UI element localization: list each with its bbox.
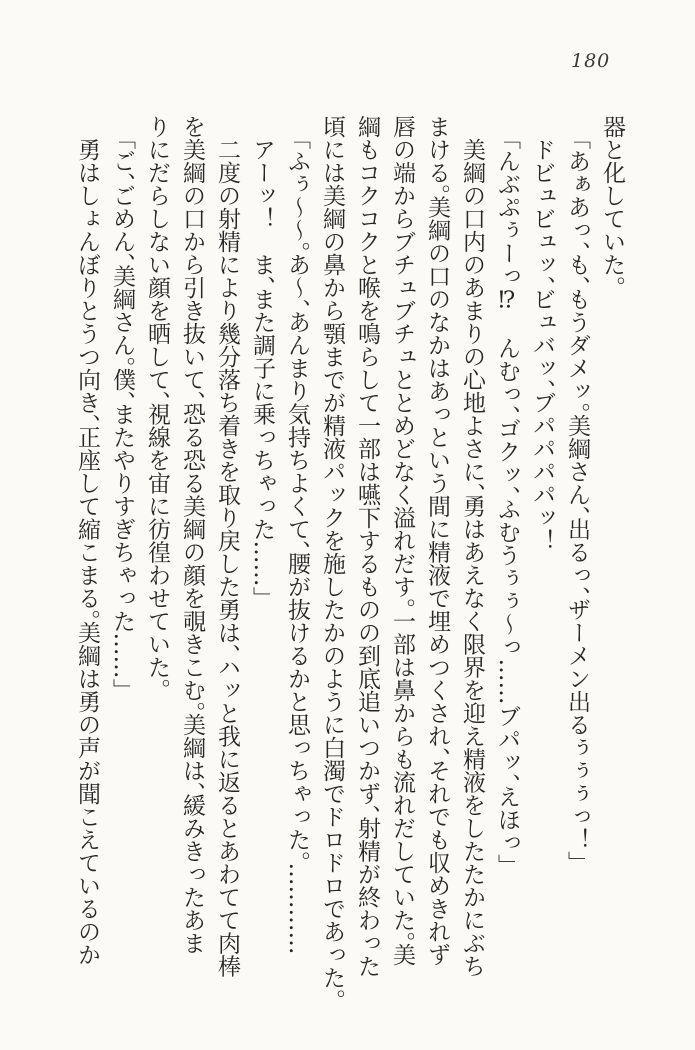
text-column: ドビュビュッ、ビュバッ、ブパパパパッ！ <box>529 138 555 552</box>
text-column: まける。美綱の口のなかはあっという間に精液で埋めつくされ、それでも収めきれず <box>424 115 450 966</box>
text-column: 器と化していた。 <box>599 115 625 288</box>
text-column: 「ご、ごめん、美綱さん。僕、またやりすぎちゃった……」 <box>109 138 135 690</box>
text-column: を美綱の口から引き抜いて、恐る恐る美綱の顔を覗きこむ。美綱は、緩みきったあま <box>179 115 205 955</box>
text-column: 勇はしょんぼりとうつ向き、正座して縮こまる。美綱は勇の声が聞こえているのか <box>74 138 100 966</box>
text-column: 唇の端からブチュブチュととめどなく溢れだす。一部は鼻からも流れだしていた。美 <box>389 115 415 966</box>
text-column: アーッ！ ま、また調子に乗っちゃった……」 <box>249 138 275 598</box>
text-column: 「あぁあっ、も、もうダメッ。美綱さん、出るっ、ザーメン出るぅぅぅっ！」 <box>564 138 590 863</box>
text-column: 頃には美綱の鼻から顎までが精液パックを施したかのように白濁でドロドロであった。 <box>319 115 345 1001</box>
text-column: 綱もコクコクと喉を鳴らして一部は嚥下するものの到底追いつかず、射精が終わった <box>354 115 380 978</box>
page-number: 180 <box>571 50 611 72</box>
text-column: 「んぶぷぅーっ⁉ んむっ、ゴクッ、ふむうぅぅ〜っ……ブパッ、えほっ」 <box>494 138 520 866</box>
text-column: りにだらしない顔を晒して、視線を宙に彷徨わせていた。 <box>144 115 170 690</box>
text-column: 二度の射精により幾分落ち着きを取り戻した勇は、ハッと我に返るとあわてて肉棒 <box>214 138 240 978</box>
text-column: 「ふぅ〜〜。あ〜、あんまり気持ちよくて、腰が抜けるかと思っちゃった。………… <box>284 138 310 955</box>
text-column: 美綱の口内のあまりの心地よさに、勇はあえなく限界を迎え精液をしたたかにぶち <box>459 138 485 978</box>
